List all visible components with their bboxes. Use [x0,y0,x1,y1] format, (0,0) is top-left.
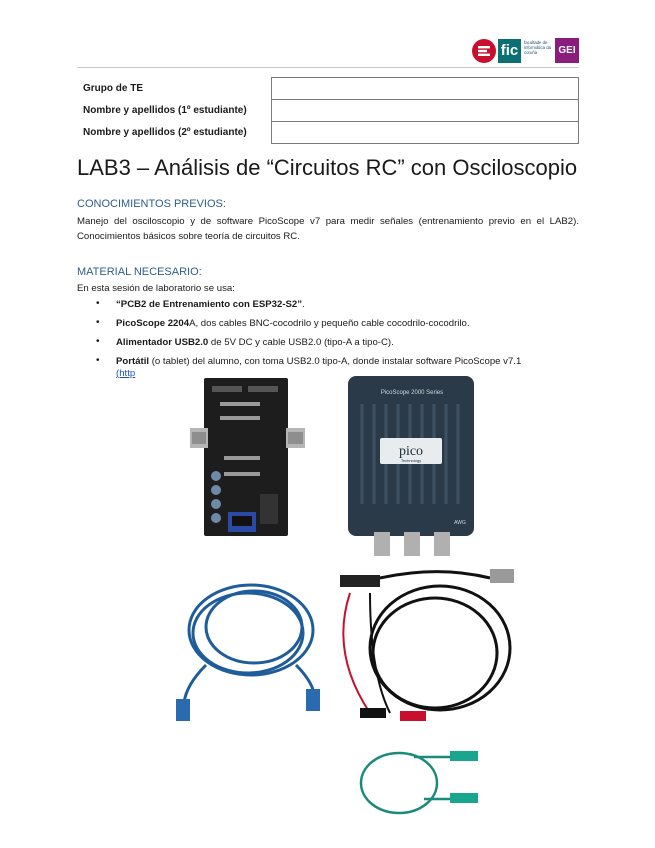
item-bold: “PCB2 de Entrenamiento con ESP32-S2” [116,299,303,310]
picoscope-image [346,374,476,560]
materials-intro: En esta sesión de laboratorio se usa: [77,283,235,294]
prereq-text: Manejo del osciloscopio y de software PicoScope v7 para medir señales (entrenamiento previo en el LAB2). Conocimientos básicos sobre teoría de circuitos RC. [77,216,579,242]
item-bold: Alimentador USB2.0 [116,337,209,348]
university-logo [472,39,496,63]
list-item: • Portátil (o tablet) del alumno, con toma USB2.0 tipo-A, donde instalar software PicoScope v7.1 (http [96,355,522,379]
list-item: • “PCB2 de Entrenamiento con ESP32-S2”. [96,298,305,310]
item-text: (o tablet) del alumno, con toma USB2.0 tipo-A, donde instalar software PicoScope v7.1 [149,356,522,367]
page-title: LAB3 – Análisis de “Circuitos RC” con Osciloscopio [77,155,578,180]
faculty-name: facultade de informática da coruña [524,40,551,56]
usb-cable-image [176,575,326,725]
pico-sub-label: Technology [400,458,422,463]
croc-cable-image [354,743,484,823]
list-item: • Alimentador USB2.0 de 5V DC y cable USB2.0 (tipo-A a tipo-C). [96,336,394,348]
table-row [77,78,579,100]
student1-label: Nombre y apellidos (1º estudiante) [83,105,247,116]
header-divider [77,67,579,68]
item-text: . [302,299,305,310]
materials-heading: MATERIAL NECESARIO: [77,266,202,278]
item-bold: Portátil [116,356,150,367]
table-row [77,122,579,144]
group-label: Grupo de TE [83,83,143,94]
student2-label: Nombre y apellidos (2º estudiante) [83,127,247,138]
group-field[interactable] [272,78,579,100]
item-text: de 5V DC y cable USB2.0 (tipo-A a tipo-C). [208,337,394,348]
prereq-heading: CONOCIMIENTOS PREVIOS: [77,198,226,210]
student-info-table [77,77,579,144]
table-row [77,100,579,122]
list-item: • PicoScope 2204A, dos cables BNC-cocodrilo y pequeño cable cocodrilo-cocodrilo. [96,317,470,329]
pico-series-label: PicoScope 2000 Series [380,390,444,396]
item-bold: PicoScope 2204 [116,318,190,329]
materials-list [77,299,579,380]
bnc-cable-image [330,563,520,738]
student2-field[interactable] [272,122,579,144]
awg-port-label: AWG [454,520,466,526]
pico-brand-label: pico [398,444,424,459]
logo-e-icon [477,44,491,58]
pcb-board-image [190,376,305,538]
software-link[interactable]: (http [116,368,136,379]
item-text: A, dos cables BNC-cocodrilo y pequeño cable cocodrilo-cocodrilo. [189,318,470,329]
gei-logo: GEI [555,38,579,63]
fic-logo: fic [498,39,521,63]
student1-field[interactable] [272,100,579,122]
